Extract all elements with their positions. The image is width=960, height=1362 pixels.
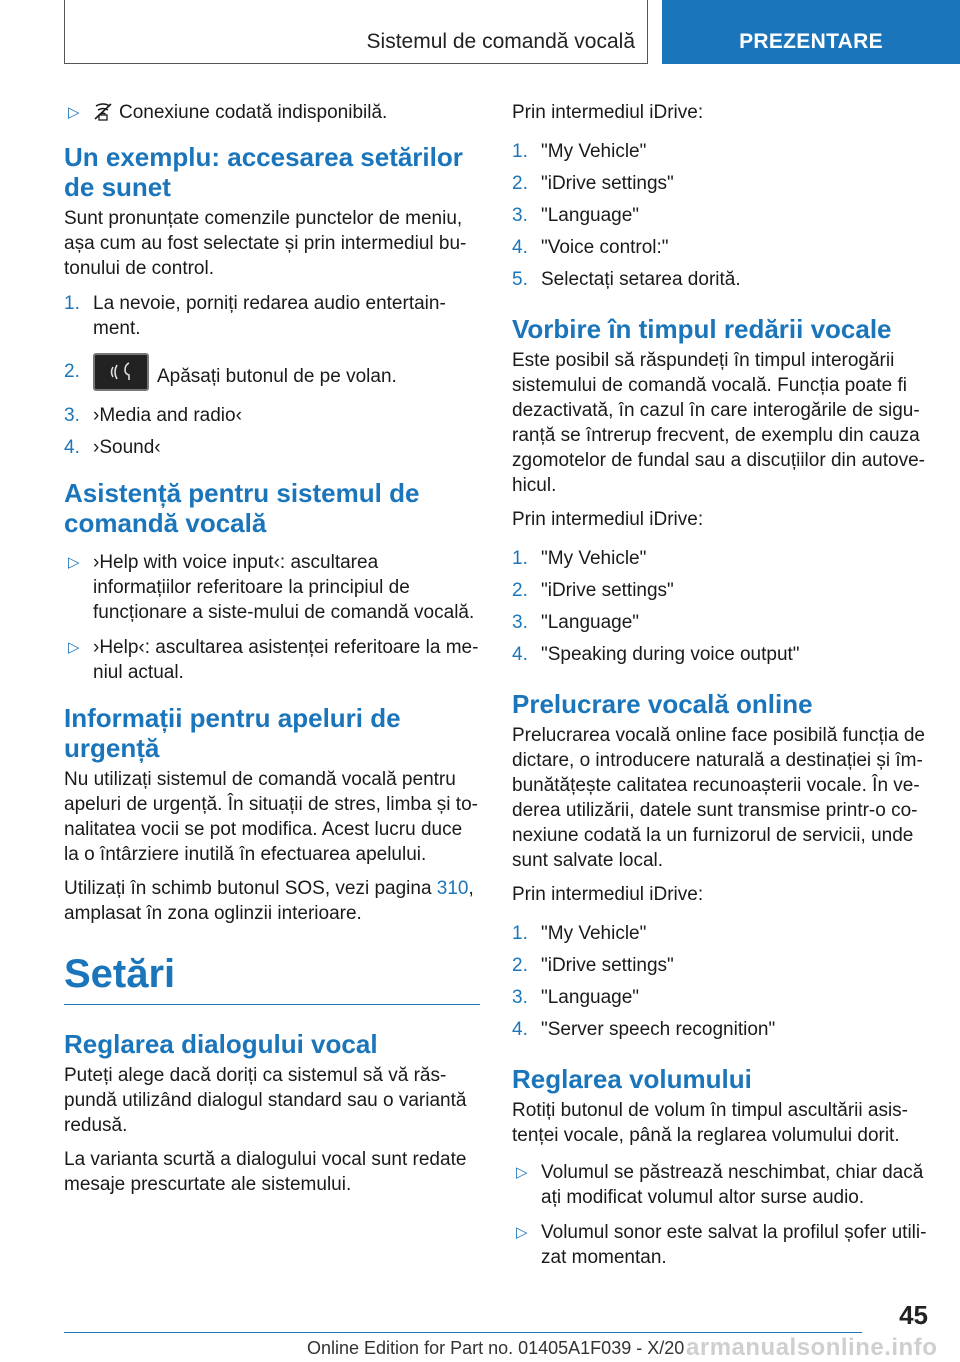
list-number: 3. bbox=[64, 405, 80, 426]
list-number: 3. bbox=[512, 205, 528, 226]
example-heading: Un exemplu: accesarea setărilor de sunet bbox=[64, 142, 463, 202]
list-item bbox=[512, 267, 928, 292]
triangle-bullet-icon: ▷ bbox=[516, 1164, 528, 1181]
list-item bbox=[512, 171, 928, 196]
header-section-box bbox=[662, 0, 960, 64]
section-divider bbox=[64, 1004, 480, 1005]
list-item bbox=[512, 139, 928, 164]
list-item bbox=[512, 921, 928, 946]
bullet-text: Conexiune codată indisponibilă. bbox=[119, 102, 388, 123]
list-item bbox=[512, 953, 928, 978]
emergency-text-sos bbox=[64, 876, 480, 926]
online-intro: Prin intermediul iDrive: bbox=[512, 884, 704, 905]
speaking-intro: Prin intermediul iDrive: bbox=[512, 509, 704, 530]
dialog-text: Puteți alege dacă doriți ca sistemul să vă răs-pundă utilizând dialogul standard sau o variantă redusă. bbox=[64, 1065, 467, 1136]
triangle-bullet-icon: ▷ bbox=[68, 104, 80, 121]
list-item bbox=[512, 546, 928, 571]
list-item bbox=[64, 435, 480, 460]
list-text: "My Vehicle" bbox=[541, 141, 647, 162]
emergency-heading: Informații pentru apeluri de urgență bbox=[64, 703, 401, 763]
list-text: "My Vehicle" bbox=[541, 548, 647, 569]
bullet-item bbox=[512, 1160, 928, 1210]
emergency-text: Nu utilizați sistemul de comandă vocală pentru apeluri de urgență. În situații de stres, limba și to-nalitatea vocii se pot modifica. Acest lucru duce la o întârziere inutilă în efectuarea apelului. bbox=[64, 769, 478, 865]
edition-text: Online Edition for Part no. 01405A1F039 - X/20 bbox=[307, 1338, 685, 1358]
list-number: 4. bbox=[512, 1019, 528, 1040]
left-column bbox=[64, 100, 480, 1197]
assist-heading: Asistență pentru sistemul de comandă vocală bbox=[64, 478, 420, 538]
bullet-text: ›Help with voice input‹: ascultarea informațiilor referitoare la principiul de funcționare a siste-mului de comandă vocală. bbox=[93, 552, 475, 623]
footer-divider bbox=[64, 1332, 862, 1333]
watermark: armanualsonline.info bbox=[686, 1334, 938, 1361]
settings-heading: Setări bbox=[64, 952, 176, 996]
list-text: "iDrive settings" bbox=[541, 580, 674, 601]
list-text: ›Sound‹ bbox=[93, 437, 161, 458]
list-text: "Language" bbox=[541, 205, 640, 226]
list-number: 2. bbox=[64, 361, 80, 382]
list-number: 1. bbox=[512, 141, 528, 162]
list-text: "Server speech recognition" bbox=[541, 1019, 776, 1040]
bullet-item bbox=[64, 100, 480, 128]
page-number: 45 bbox=[899, 1300, 928, 1330]
list-text: "Speaking during voice output" bbox=[541, 644, 800, 665]
list-item bbox=[64, 353, 480, 396]
list-text: "Language" bbox=[541, 987, 640, 1008]
triangle-bullet-icon: ▷ bbox=[516, 1224, 528, 1241]
list-number: 1. bbox=[512, 923, 528, 944]
list-text: "Voice control:" bbox=[541, 237, 669, 258]
list-number: 1. bbox=[512, 548, 528, 569]
list-item bbox=[512, 985, 928, 1010]
list-text: "iDrive settings" bbox=[541, 173, 674, 194]
list-text: ›Media and radio‹ bbox=[93, 405, 242, 426]
list-number: 4. bbox=[512, 644, 528, 665]
idrive-intro: Prin intermediul iDrive: bbox=[512, 102, 704, 123]
list-text: Selectați setarea dorită. bbox=[541, 269, 741, 290]
volume-heading: Reglarea volumului bbox=[512, 1064, 752, 1094]
list-number: 3. bbox=[512, 987, 528, 1008]
connection-unavailable-icon bbox=[93, 103, 113, 128]
list-item bbox=[64, 291, 480, 341]
list-number: 5. bbox=[512, 269, 528, 290]
list-text: Apăsați butonul de pe volan. bbox=[157, 366, 397, 387]
list-item bbox=[512, 610, 928, 635]
online-heading: Prelucrare vocală online bbox=[512, 689, 813, 719]
list-item bbox=[64, 403, 480, 428]
dialog-text-2: La varianta scurtă a dialogului vocal sunt redate mesaje prescurtate ale sistemului. bbox=[64, 1149, 467, 1195]
list-number: 2. bbox=[512, 580, 528, 601]
list-text: "iDrive settings" bbox=[541, 955, 674, 976]
bullet-text: Volumul sonor este salvat la profilul șofer utili-zat momentan. bbox=[541, 1222, 927, 1268]
speaking-text: Este posibil să răspundeți în timpul interogării sistemului de comandă vocală. Funcția poate fi dezactivată, în cazul în care interogările de sigu-ranță se întrerup frecvent, de exemplu din cauza zgomotelor de fundal sau a discuțiilor din autove-hicul. bbox=[512, 350, 925, 496]
online-text: Prelucrarea vocală online face posibilă funcția de dictare, o introducere naturală a destinației și îm-bunătățește calitatea recunoașterii vocale. În ve-derea utilizării, datele sunt transmise printr-o co-nexiune codată la un furnizorul de servicii, unde sunt salvate local. bbox=[512, 725, 925, 871]
triangle-bullet-icon: ▷ bbox=[68, 639, 80, 656]
bullet-text: Volumul se păstrează neschimbat, chiar dacă ați modificat volumul altor surse audio. bbox=[541, 1162, 924, 1208]
chapter-title: Sistemul de comandă vocală bbox=[366, 30, 635, 53]
list-number: 4. bbox=[64, 437, 80, 458]
steering-wheel-voice-button-icon bbox=[93, 353, 149, 391]
list-number: 4. bbox=[512, 237, 528, 258]
list-text: La nevoie, porniți redarea audio entertain-ment. bbox=[93, 293, 446, 339]
bullet-item bbox=[512, 1220, 928, 1270]
bullet-item bbox=[64, 635, 480, 685]
sos-text-pre: Utilizați în schimb butonul SOS, vezi pagina bbox=[64, 878, 437, 899]
right-column bbox=[512, 100, 928, 1270]
list-text: "My Vehicle" bbox=[541, 923, 647, 944]
list-number: 3. bbox=[512, 612, 528, 633]
list-number: 2. bbox=[512, 955, 528, 976]
list-item bbox=[512, 1017, 928, 1042]
sos-text-post: , amplasat în zona oglinzii interioare. bbox=[64, 878, 474, 924]
triangle-bullet-icon: ▷ bbox=[68, 554, 80, 571]
page-link-310[interactable]: 310 bbox=[436, 878, 469, 899]
section-title: PREZENTARE bbox=[739, 30, 883, 53]
bullet-item bbox=[64, 550, 480, 625]
list-number: 1. bbox=[64, 293, 80, 314]
list-item bbox=[512, 203, 928, 228]
list-item bbox=[512, 642, 928, 667]
list-item bbox=[512, 235, 928, 260]
list-item bbox=[512, 578, 928, 603]
speaking-heading: Vorbire în timpul redării vocale bbox=[512, 314, 892, 344]
example-text: Sunt pronunțate comenzile punctelor de meniu, așa cum au fost selectate și prin intermediul bu-tonului de control. bbox=[64, 208, 467, 279]
volume-text: Rotiți butonul de volum în timpul ascultării asis-tenței vocale, până la reglarea volumului dorit. bbox=[512, 1100, 909, 1146]
list-number: 2. bbox=[512, 173, 528, 194]
list-text: "Language" bbox=[541, 612, 640, 633]
dialog-heading: Reglarea dialogului vocal bbox=[64, 1029, 378, 1059]
bullet-text: ›Help‹: ascultarea asistenței referitoare la me-niul actual. bbox=[93, 637, 479, 683]
header-chapter-box bbox=[64, 0, 648, 64]
